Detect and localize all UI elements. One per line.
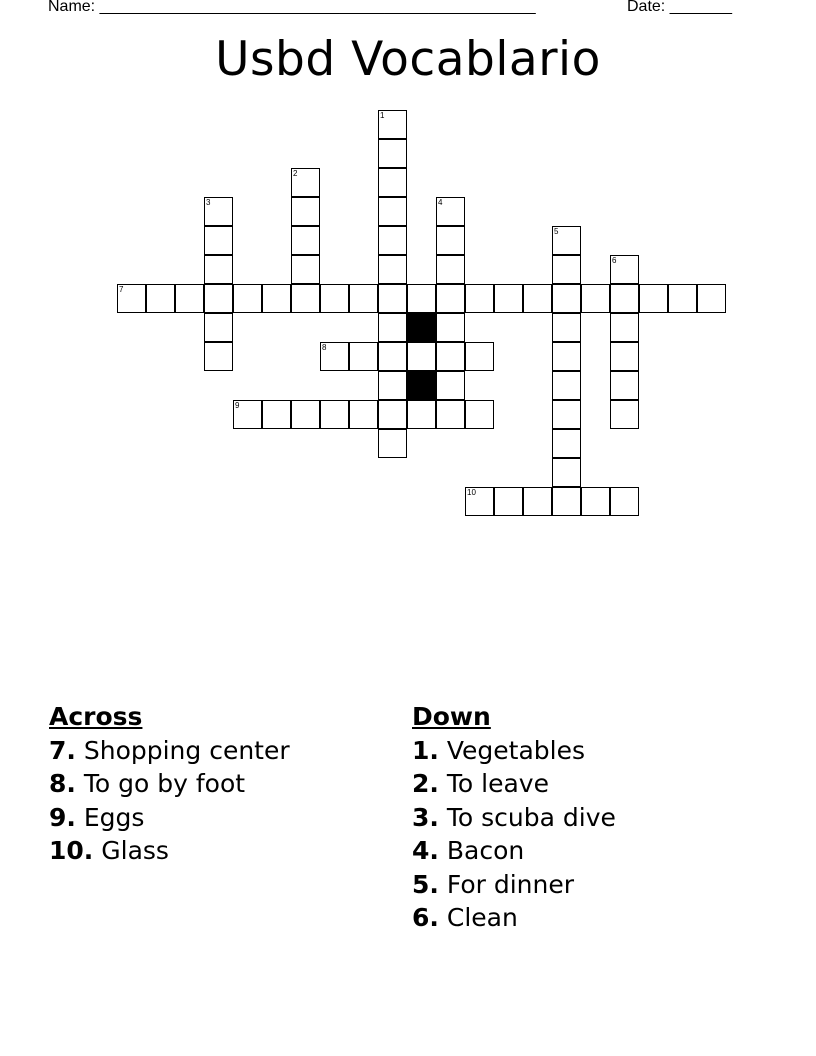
grid-cell[interactable] bbox=[610, 371, 639, 400]
grid-cell[interactable] bbox=[581, 487, 610, 516]
grid-cell[interactable] bbox=[262, 400, 291, 429]
grid-cell[interactable] bbox=[494, 284, 523, 313]
grid-cell[interactable] bbox=[465, 487, 494, 516]
grid-cell[interactable] bbox=[291, 400, 320, 429]
cell-number: 1 bbox=[380, 111, 385, 120]
grid-cell[interactable] bbox=[291, 255, 320, 284]
grid-cell[interactable] bbox=[291, 226, 320, 255]
down-clues bbox=[412, 700, 616, 935]
grid-cell[interactable] bbox=[378, 400, 407, 429]
grid-cell[interactable] bbox=[320, 342, 349, 371]
grid-cell[interactable] bbox=[320, 284, 349, 313]
grid-cell[interactable] bbox=[552, 255, 581, 284]
clue-across-7: 7. Shopping center bbox=[49, 735, 290, 765]
grid-cell[interactable] bbox=[204, 226, 233, 255]
cell-number: 8 bbox=[322, 343, 327, 352]
grid-cell[interactable] bbox=[378, 110, 407, 139]
grid-cell[interactable] bbox=[494, 487, 523, 516]
grid-cell[interactable] bbox=[407, 342, 436, 371]
grid-cell[interactable] bbox=[552, 458, 581, 487]
grid-cell[interactable] bbox=[436, 313, 465, 342]
grid-cell[interactable] bbox=[436, 371, 465, 400]
clue-across-9: 9. Eggs bbox=[49, 802, 145, 832]
grid-cell[interactable] bbox=[552, 487, 581, 516]
grid-cell[interactable] bbox=[204, 313, 233, 342]
grid-cell[interactable] bbox=[436, 342, 465, 371]
grid-cell[interactable] bbox=[668, 284, 697, 313]
grid-cell[interactable] bbox=[436, 284, 465, 313]
grid-cell[interactable] bbox=[233, 400, 262, 429]
grid-cell-blocked bbox=[407, 313, 436, 342]
grid-cell[interactable] bbox=[204, 284, 233, 313]
clue-across-10: 10. Glass bbox=[49, 836, 169, 865]
grid-cell[interactable] bbox=[639, 284, 668, 313]
down-heading: Down bbox=[412, 702, 491, 731]
grid-cell[interactable] bbox=[175, 284, 204, 313]
clue-down-5: 5. For dinner bbox=[412, 869, 575, 899]
cell-number: 10 bbox=[467, 488, 476, 497]
cell-number: 6 bbox=[612, 256, 617, 265]
grid-cell[interactable] bbox=[552, 313, 581, 342]
grid-cell[interactable] bbox=[523, 487, 552, 516]
grid-cell[interactable] bbox=[552, 371, 581, 400]
grid-cell[interactable] bbox=[610, 342, 639, 371]
grid-cell[interactable] bbox=[407, 284, 436, 313]
grid-cell[interactable] bbox=[349, 284, 378, 313]
clue-down-6: 6. Clean bbox=[412, 903, 518, 932]
cell-number: 2 bbox=[293, 169, 298, 178]
clue-down-3: 3. To scuba dive bbox=[412, 802, 616, 832]
cell-number: 5 bbox=[554, 227, 559, 236]
grid-cell[interactable] bbox=[378, 226, 407, 255]
cell-number: 7 bbox=[119, 285, 124, 294]
clue-down-1: 1. Vegetables bbox=[412, 735, 585, 765]
grid-cell[interactable] bbox=[610, 487, 639, 516]
grid-cell[interactable] bbox=[581, 284, 610, 313]
cell-number: 9 bbox=[235, 401, 240, 410]
grid-cell[interactable] bbox=[349, 342, 378, 371]
grid-cell[interactable] bbox=[610, 255, 639, 284]
grid-cell[interactable] bbox=[523, 284, 552, 313]
grid-cell[interactable] bbox=[465, 400, 494, 429]
grid-cell[interactable] bbox=[378, 429, 407, 458]
across-heading: Across bbox=[49, 702, 143, 731]
grid-cell[interactable] bbox=[407, 400, 436, 429]
grid-cell[interactable] bbox=[378, 255, 407, 284]
grid-cell[interactable] bbox=[697, 284, 726, 313]
grid-cell[interactable] bbox=[436, 197, 465, 226]
grid-cell[interactable] bbox=[204, 197, 233, 226]
grid-cell[interactable] bbox=[552, 226, 581, 255]
grid-cell[interactable] bbox=[378, 139, 407, 168]
grid-cell[interactable] bbox=[552, 429, 581, 458]
grid-cell[interactable] bbox=[552, 400, 581, 429]
grid-cell[interactable] bbox=[117, 284, 146, 313]
grid-cell-blocked bbox=[407, 371, 436, 400]
date-field-label: Date: _______ bbox=[627, 0, 732, 15]
grid-cell[interactable] bbox=[465, 342, 494, 371]
grid-cell[interactable] bbox=[552, 284, 581, 313]
puzzle-title: Usbd Vocablario bbox=[215, 32, 601, 87]
grid-cell[interactable] bbox=[436, 255, 465, 284]
grid-cell[interactable] bbox=[436, 226, 465, 255]
grid-cell[interactable] bbox=[465, 284, 494, 313]
grid-cell[interactable] bbox=[378, 342, 407, 371]
grid-cell[interactable] bbox=[378, 168, 407, 197]
grid-cell[interactable] bbox=[204, 342, 233, 371]
grid-cell[interactable] bbox=[610, 313, 639, 342]
grid-cell[interactable] bbox=[204, 255, 233, 284]
grid-cell[interactable] bbox=[552, 342, 581, 371]
grid-cell[interactable] bbox=[610, 284, 639, 313]
grid-cell[interactable] bbox=[378, 371, 407, 400]
grid-cell[interactable] bbox=[320, 400, 349, 429]
cell-number: 4 bbox=[438, 198, 443, 207]
name-field-label: Name: _________________________________________________ bbox=[48, 0, 536, 15]
grid-cell[interactable] bbox=[349, 400, 378, 429]
grid-cell[interactable] bbox=[610, 400, 639, 429]
cell-number: 3 bbox=[206, 198, 211, 207]
grid-cell[interactable] bbox=[378, 313, 407, 342]
grid-cell[interactable] bbox=[291, 168, 320, 197]
grid-cell[interactable] bbox=[436, 400, 465, 429]
grid-cell[interactable] bbox=[378, 197, 407, 226]
grid-cell[interactable] bbox=[262, 284, 291, 313]
grid-cell[interactable] bbox=[291, 197, 320, 226]
grid-cell[interactable] bbox=[291, 284, 320, 313]
clue-down-2: 2. To leave bbox=[412, 769, 549, 798]
grid-cell[interactable] bbox=[233, 284, 262, 313]
grid-cell[interactable] bbox=[146, 284, 175, 313]
clue-down-4: 4. Bacon bbox=[412, 836, 525, 865]
clue-across-8: 8. To go by foot bbox=[49, 769, 246, 798]
grid-cell[interactable] bbox=[378, 284, 407, 313]
across-clues bbox=[49, 700, 290, 868]
